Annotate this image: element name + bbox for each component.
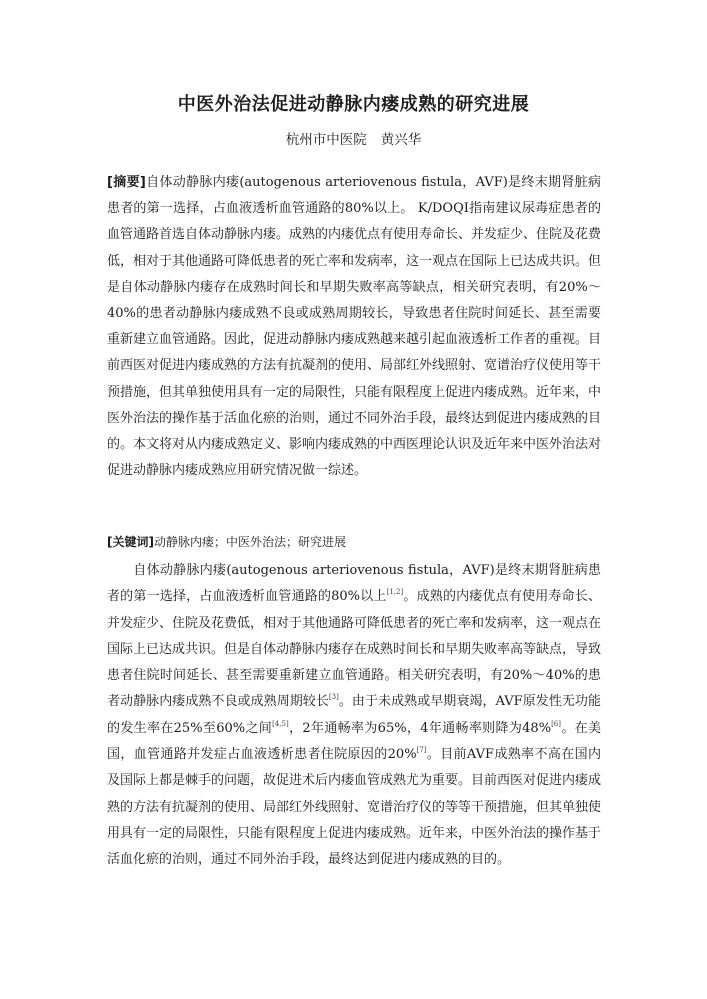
abstract xyxy=(107,170,601,484)
body-sentence: 自体动静脉内瘘(autogenous arteriovenous fistula，AVF)是终末期肾脏病患者的第一选择，占血液透析血管通路的80%以上 xyxy=(107,563,601,605)
keywords-text: 动静脉内瘘；中医外治法；研究进展 xyxy=(153,535,346,549)
citation: [7] xyxy=(416,746,427,755)
abstract-text: 自体动静脉内瘘(autogenous arteriovenous fistula，AVF)是终末期肾脏病患者的第一选择，占血液透析血管通路的80%以上。 K/DOQI指南建议尿毒症患者的血管通路首选自体动静脉内瘘。成熟的内瘘优点有使用寿命长、并发症少、住院及花费低，相对于其他通路可降低患者的死亡率和发病率，这一观点在国际上已达成共识。但是自体动静脉内瘘存在成熟时间长和早期失败率高等缺点，相关研究表明，有20%～40%的患者动静脉内瘘成熟不良或成熟周期较长，导致患者住院时间延长、甚至需要重新建立血管通路。因此，促进动静脉内瘘成熟越来越引起血液透析工作者的重视。目前西医对促进内瘘成熟的方法有抗凝剂的使用、局部红外线照射、宽谱治疗仪使用等干预措施，但其单独使用具有一定的局限性，只能有限程度上促进内瘘成熟。近年来，中医外治法的操作基于活血化瘀的治则，通过不同外治手段，最终达到促进内瘘成熟的目的。本文将对从内瘘成熟定义、影响内瘘成熟的中西医理论认识及近年来中医外治法对促进动静脉内瘘成熟应用研究情况做一综述。 xyxy=(107,175,602,479)
affiliation: 杭州市中医院 xyxy=(285,132,367,148)
citation: [3] xyxy=(328,693,339,702)
paper-title: 中医外治法促进动静脉内瘘成熟的研究进展 xyxy=(177,94,530,115)
body-sentence: 。由于未成熟或早期衰竭，AVF原发性无功能的发生率在25%至60%之间 xyxy=(107,694,601,736)
keywords xyxy=(107,532,601,552)
citation: [1,2] xyxy=(386,588,404,597)
body-sentence: 。在美国，血管通路并发症占血液透析患者住院原因的20% xyxy=(107,720,601,763)
body-sentence: 。成熟的内瘘优点有使用寿命长、并发症少、住院及花费低，相对于其他通路可降低患者的死亡率和发病率，这一观点在国际上已达成共识。但是自体动静脉内瘘存在成熟时间长和早期失败率高等缺点，导致患者住院时间延长、甚至需要重新建立血管通路。相关研究表明，有20%～40%的患者动静脉内瘘成熟不良或成熟周期较长 xyxy=(107,589,602,710)
body-paragraph xyxy=(107,558,601,874)
author-name: 黄兴华 xyxy=(380,132,422,148)
byline xyxy=(0,130,707,150)
abstract-label: [摘要] xyxy=(107,175,146,190)
keywords-label: [关键词] xyxy=(107,535,154,549)
citation: [4,5] xyxy=(272,719,289,728)
citation: [6] xyxy=(551,719,561,728)
body-sentence: 。目前AVF成熟率不高在国内及国际上都是棘手的问题，故促进术后内瘘血管成熟尤为重要。目前西医对促进内瘘成熟的方法有抗凝剂的使用、局部红外线照射、宽谱治疗仪的等等干预措施，但其单独使用具有一定的局限性，只能有限程度上促进内瘘成熟。近年来，中医外治法的操作基于活血化瘀的治则，通过不同外治手段，最终达到促进内瘘成熟的目的。 xyxy=(107,747,602,868)
body-sentence: ，2年通畅率为65%，4年通畅率则降为48% xyxy=(288,720,552,736)
